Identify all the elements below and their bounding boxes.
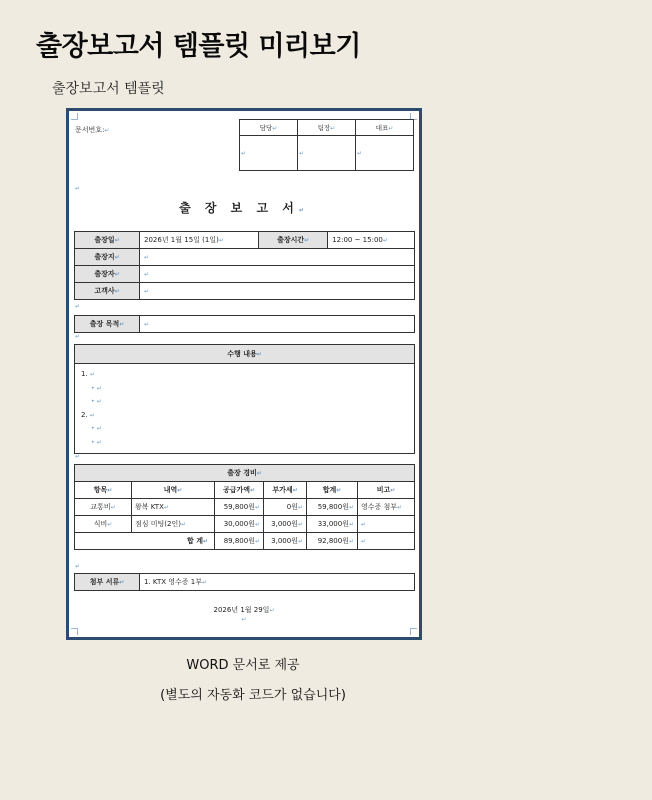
purpose-value: ↵: [140, 316, 415, 333]
margin-corner-mark: [71, 628, 78, 635]
expense-total: 33,000원↵: [307, 516, 358, 533]
expense-col-header: 내역↵: [132, 482, 215, 499]
expense-col-header: 부가세↵: [264, 482, 307, 499]
expense-sum-note: ↵: [358, 533, 415, 550]
paragraph-mark-icon: ↵: [75, 303, 81, 310]
performance-body: [75, 364, 415, 454]
info-label: 출장자↵: [75, 266, 140, 283]
expense-sum-total: 92,800원↵: [307, 533, 358, 550]
approval-col: 팀장↵: [298, 120, 356, 136]
info-label: 출장시간↵: [259, 232, 328, 249]
trip-info-table: [74, 231, 415, 300]
info-value: ↵: [140, 266, 415, 283]
paragraph-mark-icon: ↵: [104, 127, 110, 134]
format-caption: WORD 문서로 제공: [186, 658, 300, 673]
doc-number-label: 문서번호:: [75, 126, 105, 134]
expense-vat: 3,000원↵: [264, 516, 307, 533]
margin-corner-mark: [71, 113, 78, 120]
info-value: 2026년 1월 15일 (1일)↵: [140, 232, 259, 249]
purpose-label: 출장 목적↵: [75, 316, 140, 333]
expense-label: 출장 경비↵: [75, 465, 415, 482]
expense-col-header: 합계↵: [307, 482, 358, 499]
list-item: • ↵: [91, 425, 102, 432]
document-title: 출 장 보 고 서↵: [179, 201, 309, 215]
performance-label: 수행 내용↵: [75, 345, 415, 364]
document-page: [69, 111, 419, 637]
paragraph-mark-icon: ↵: [75, 333, 81, 340]
info-label: 출장지↵: [75, 249, 140, 266]
approval-col: 담당↵: [240, 120, 298, 136]
approval-table: [239, 119, 414, 171]
list-item: • ↵: [91, 438, 102, 446]
table-row: [75, 516, 415, 533]
margin-corner-mark: [410, 628, 417, 635]
expense-sum-vat: 3,000원↵: [264, 533, 307, 550]
approval-signature-cell: ↵: [298, 136, 356, 171]
attachment-label: 첨부 서류↵: [75, 574, 140, 591]
approval-signature-cell: ↵: [356, 136, 414, 171]
attachment-value: 1. KTX 영수증 1부↵: [140, 574, 415, 591]
expense-col-header: 공급가액↵: [215, 482, 264, 499]
expense-note: ↵: [358, 516, 415, 533]
expense-col-header: 항목↵: [75, 482, 132, 499]
info-label: 고객사↵: [75, 283, 140, 300]
info-value: 12:00 ~ 15:00↵: [328, 232, 415, 249]
paragraph-mark-icon: ↵: [75, 185, 81, 192]
list-item: 1. ↵: [81, 370, 95, 378]
info-value: ↵: [140, 283, 415, 300]
performance-table: [74, 344, 415, 454]
expense-sum-label: 합 계↵: [75, 533, 215, 550]
doc-number: [75, 125, 109, 135]
approval-signature-cell: ↵: [240, 136, 298, 171]
info-label: 출장일↵: [75, 232, 140, 249]
expense-supply: 59,800원↵: [215, 499, 264, 516]
table-row: [75, 533, 415, 550]
document-preview: [66, 108, 422, 640]
template-name: 출장보고서 템플릿: [52, 81, 165, 97]
expense-table: [74, 464, 415, 550]
expense-sum-supply: 89,800원↵: [215, 533, 264, 550]
list-item: • ↵: [91, 384, 102, 392]
expense-col-header: 비고↵: [358, 482, 415, 499]
expense-supply: 30,000원↵: [215, 516, 264, 533]
expense-item: 교통비↵: [75, 499, 132, 516]
paragraph-mark-icon: ↵: [75, 563, 81, 570]
expense-detail: 점심 미팅(2인)↵: [132, 516, 215, 533]
table-row: [75, 499, 415, 516]
purpose-table: [74, 315, 415, 333]
expense-total: 59,800원↵: [307, 499, 358, 516]
list-item: • ↵: [91, 398, 102, 405]
info-value: ↵: [140, 249, 415, 266]
note-caption: (별도의 자동화 코드가 없습니다): [160, 688, 346, 703]
expense-detail: 왕복 KTX↵: [132, 499, 215, 516]
signed-date: 2026년 1월 29일↵ ↵: [213, 606, 275, 623]
page-heading: 출장보고서 템플릿 미리보기: [36, 31, 361, 62]
list-item: 2. ↵: [81, 410, 95, 419]
paragraph-mark-icon: ↵: [75, 453, 81, 460]
expense-vat: 0원↵: [264, 499, 307, 516]
attachment-table: [74, 573, 415, 591]
expense-item: 식비↵: [75, 516, 132, 533]
expense-note: 영수증 첨부↵: [358, 499, 415, 516]
approval-col: 대표↵: [356, 120, 414, 136]
